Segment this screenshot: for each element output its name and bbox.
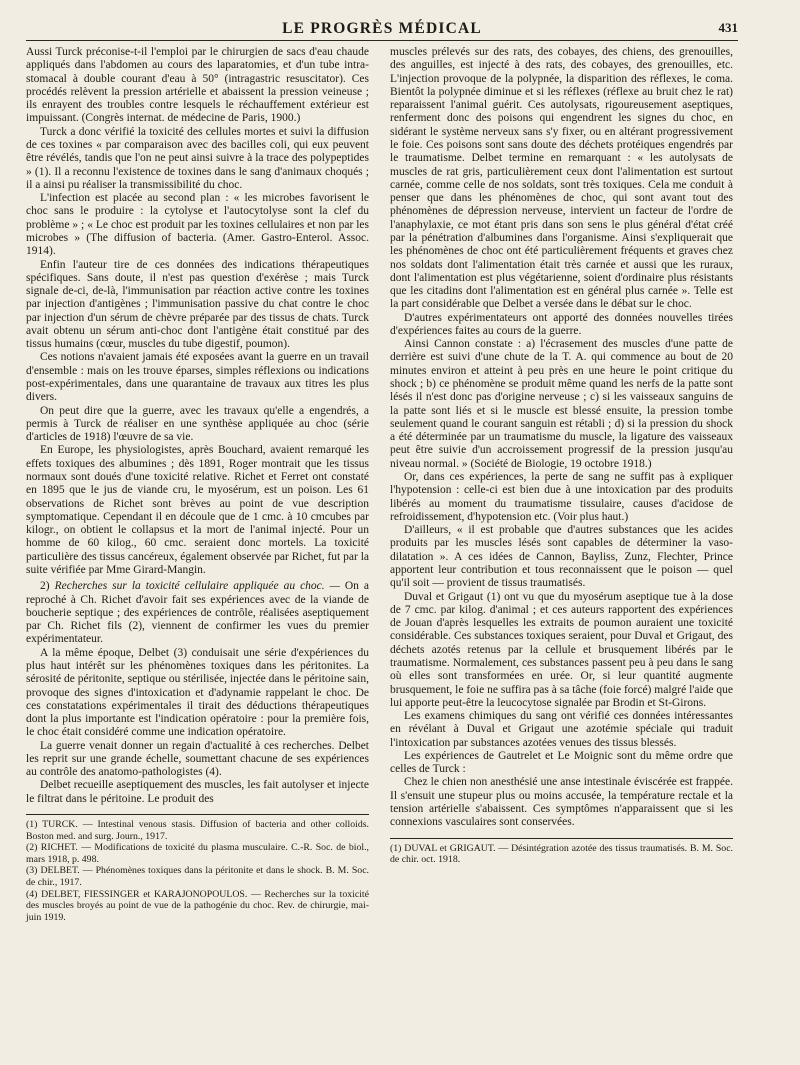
section-text: On a reproché à Ch. Richet d'avoir fait ses expériences avec de la viande de boucherie septique ; des expériences de contrôle, réalisées aseptiquement par Ch. Richet fils (2), viennent de confirmer les vues du premier expérimentateur. (26, 580, 370, 646)
body-paragraph: D'ailleurs, « il est probable que d'autres substances que les acides produits par les muscles lésés sont capables de déterminer la vaso-dilatation ». A ces idées de Cannon, Bayliss, Zunz, Flechter, Prince apportent leur contribution et tous reconnaissent que le poison — quel qu'il soit — provient de tissus traumatisés. (390, 524, 733, 590)
footnote: (1) TURCK. — Intestinal venous stasis. Diffusion of bacteria and other colloids. Boston med. and surg. Journ., 1917. (26, 819, 369, 842)
journal-title: LE PROGRÈS MÉDICAL (282, 20, 482, 37)
body-paragraph: L'infection est placée au second plan : « les microbes favorisent le choc sans le produire : la cytolyse et l'autocytolyse sont la clef du problème » ; « Le choc est produit par les toxines cellulaires et non par les microbes » (The diffusion of bacteria. (Amer. Gastro-Enterol. Assoc. 1914). (26, 192, 369, 258)
body-paragraph: D'autres expérimentateurs ont apporté des données nouvelles tirées d'expériences faites au cours de la guerre. (390, 311, 733, 337)
body-paragraph: Ainsi Cannon constate : a) l'écrasement des muscles d'une patte de derrière est suivi d'une chute de la T. A. qui commence au bout de 20 minutes environ et atteint à peu près en une heure le point critique du shock ; b) ce phénomène se produit même quand les nerfs de la patte sont lésés il n'est donc pas d'origine nerveuse ; c) si les vaisseaux sanguins de la patte sont liés et si le muscle est blessé ensuite, la pression tombe seulement quand le courant sanguin est rétabli ; d) si la pression du shock a été déterminée par un traumatisme du muscle, la ligature des vaisseaux peut être suivie d'un accroissement progressif de la pression jusqu'au niveau normal. » (Société de Biologie, 19 octobre 1918.) (390, 338, 733, 470)
section-title: Recherches sur la toxicité cellulaire appliquée au choc. — (54, 580, 340, 593)
body-paragraph: Aussi Turck préconise-t-il l'emploi par le chirurgien de sacs d'eau chaude appliqués dans l'abdomen au cours des laparatomies, et d'un tube intra-stomacal à double courant d'eau à 50° (intragastric resuscitator). Ces procédés relèvent la pression artérielle et abaissent la pression veineuse ; ils enrayent des troubles contre lesquels le réchauffement extérieur est impuissant. (Congrès internat. de médecine de Paris, 1900.) (26, 46, 369, 125)
body-paragraph: Enfin l'auteur tire de ces données des indications thérapeutiques spécifiques. Sans doute, il n'est pas question d'exérèse ; mais Turck signale de-ci, de-là, l'immunisation par réaction active contre les toxines par injection d'antigènes ; l'immunisation passive du chat contre le choc par injection d'un sérum de chèvre préparée par des tissus de chats. Turck avait obtenu un sérum anti-choc dont l'antigène était constitué par des tissus humains (cœur, muscles du tube digestif, poumon). (26, 258, 369, 351)
body-paragraph: Duval et Grigaut (1) ont vu que du myosérum aseptique tue à la dose de 7 cmc. par kilog. d'animal ; et ces auteurs rapportent des expériences de Jouan d'après lesquelles les extraits de poumon auraient une toxicité considérable. Ces substances toxiques seraient, pour Duval et Grigaut, des déchets azotés retenus par la cellule et brusquement libérés par le traumatisme. Normalement, ces substances passent peu à peu dans le sang où elles sont transformées en urée. Or, si leur quantité augmente brusquement, le foie ne suffira pas à sa tâche (foie forcé) malgré l'aide que lui apporte peut-être la leucocytose signalée par Brodin et St-Girons. (390, 590, 733, 709)
left-column (26, 46, 369, 923)
body-paragraph: Les examens chimiques du sang ont vérifié ces données intéressantes en révélant à Duval et Grigaut une azotémie spéciale qui traduit l'intoxication par substances azotées venues des tissus blessés. (390, 710, 733, 749)
body-paragraph: A la même époque, Delbet (3) conduisait une série d'expériences du plus haut intérêt sur les phénomènes toxiques dans les péritonites. La sérosité de péritonite, septique ou stérilisée, injectée dans le péritoine sain, provoque des signes d'intoxication et d'adynamie rappelant le choc. De ces constatations expérimentales il tirait des déductions thérapeutiques dont la plus importante est l'indication opératoire : pour la première fois, le choc était considéré comme une indication opératoire. (26, 646, 369, 739)
footnote: (1) DUVAL et GRIGAUT. — Désintégration azotée des tissus traumatisés. B. M. Soc. de chir. oct. 1918. (390, 842, 733, 866)
body-paragraph: muscles prélevés sur des rats, des cobayes, des chiens, des grenouilles, des anguilles, est injecté à des rats, des cobayes, des grenouilles, etc. L'injection provoque de la polypnée, la disparition des réflexes, le coma. Bientôt la polypnée diminue et si les réflexes (réflexe au bruit chez le rat) reparaissent l'animal guérit. Ces autolysats, rigoureusement aseptiques, renferment donc des poisons qui engendrent les signes du choc, en sidérant le système nerveux sans s'y fixer, ou en altérant progressivement le foie. Ces poisons sont sans doute des déchets protéiques engendrés par le traumatisme. Delbet termine en remarquant : « les autolysats de muscles de rat gris, particulièrement ceux dont l'alimentation est surtout carnée, comme celle de nos soldats, sont très toxiques. Cela me conduit à penser que dans les phénomènes de choc, qui sont avant tout des phénomènes de dépression nerveuse, intervient un facteur de l'ordre de l'anaphylaxie, ce mot étant pris dans son sens le plus général d'état créé par la pénétration d'albumines dans l'organisme. Ainsi s'expliquerait que les phénomènes de choc ont été particulièrement fréquents et graves chez nos soldats dont l'alimentation était très carnée et aussi que les ruraux, dont l'alimentation est plus végétarienne, soient d'ordinaire plus résistants que les citadins dont l'alimentation est en général plus carnée ». Telle est la part considérable que Delbet a versée dans le débat sur le choc. (390, 46, 733, 311)
footnotes (26, 819, 369, 923)
footnote: (4) DELBET, FIESSINGER et KARAJONOPOULOS. — Recherches sur la toxicité des muscles broyés au point de vue de la pathogénie du choc. Rev. de chirurgie, mai-juin 1919. (26, 888, 369, 923)
body-paragraph: La guerre venait donner un regain d'actualité à ces recherches. Delbet les reprit sur une grande échelle, soumettant chacune de ses expériences au contrôle des anatomo-pathologistes (4). (26, 739, 369, 779)
body-paragraph: Ces notions n'avaient jamais été exposées avant la guerre en un travail d'ensemble : mais on les trouve éparses, simples réflexions ou indications post-expérimentales, dans une quarantaine de travaux aux titres les plus divers. (26, 351, 369, 404)
footnote: (3) DELBET. — Phénomènes toxiques dans la péritonite et dans le shock. B. M. Soc. de chir., 1917. (26, 865, 369, 888)
body-paragraph: Delbet recueille aseptiquement des muscles, les fait autolyser et injecte le filtrat dans le péritoine. Le produit des (26, 779, 369, 805)
section-paragraph (26, 580, 369, 646)
body-paragraph: Les expériences de Gautrelet et Le Moignic sont du même ordre que celles de Turck : (390, 749, 733, 776)
body-paragraph: Turck a donc vérifié la toxicité des cellules mortes et suivi la diffusion de ces toxines « par comparaison avec des bacilles coli, qui eux peuvent être révélés, tandis que l'on ne peut ainsi suivre à la trace des polypeptides » (1). Il a reconnu l'existence de toxines dans le sang d'animaux choqués ; il a ainsi pu réaliser la transmissibilité du choc. (26, 125, 369, 191)
footnote-rule (26, 814, 369, 815)
body-paragraph: On peut dire que la guerre, avec les travaux qu'elle a engendrés, a permis à Turck de réaliser en une synthèse appliquée au choc (série d'articles de 1918) l'œuvre de sa vie. (26, 404, 369, 444)
body-paragraph: En Europe, les physiologistes, après Bouchard, avaient remarqué les effets toxiques des albumines ; dès 1891, Roger montrait que les tissus normaux sont doués d'une toxicité relative. Richet et Ferret ont constaté en 1895 que le jus de viande cru, le myosérum, est un poison. Les 61 observations de Richet sont brèves au point de vue description symptomatique. Cependant il en découle que de 1 cmc. à 10 cmcubes par kilogr., on obtient le collapsus et la mort de l'animal injecté. Pour un homme de 60 kilog., 60 cmc. seraient donc mortels. La toxicité particulière des tissus cancéreux, également observée par Richet, fut par la suite vérifiée par Mme Girard-Mangin. (26, 444, 369, 576)
body-paragraph: Or, dans ces expériences, la perte de sang ne suffit pas à expliquer l'hypotension : celle-ci est bien due à une intoxication par des produits libérés au moment du traumatisme tissulaire, causes d'acidose de refroidissement, d'hypotension etc. (Voir plus haut.) (390, 471, 733, 523)
footnote-rule (390, 838, 733, 839)
footnote: (2) RICHET. — Modifications de toxicité du plasma musculaire. C.-R. Soc. de biol., mars 1918, p. 498. (26, 842, 369, 865)
footnotes (390, 843, 733, 866)
page-number: 431 (718, 20, 738, 35)
section-number: 2) (40, 580, 50, 593)
running-header (26, 14, 738, 41)
right-column (390, 46, 733, 866)
body-paragraph: Chez le chien non anesthésié une anse intestinale éviscérée est frappée. Il s'ensuit une stupeur plus ou moins accusée, la température rectale et la tension artérielle s'abaissent. Ces symptômes n'apparaissent que si les connexions vasculaires sont conservées. (390, 776, 733, 829)
